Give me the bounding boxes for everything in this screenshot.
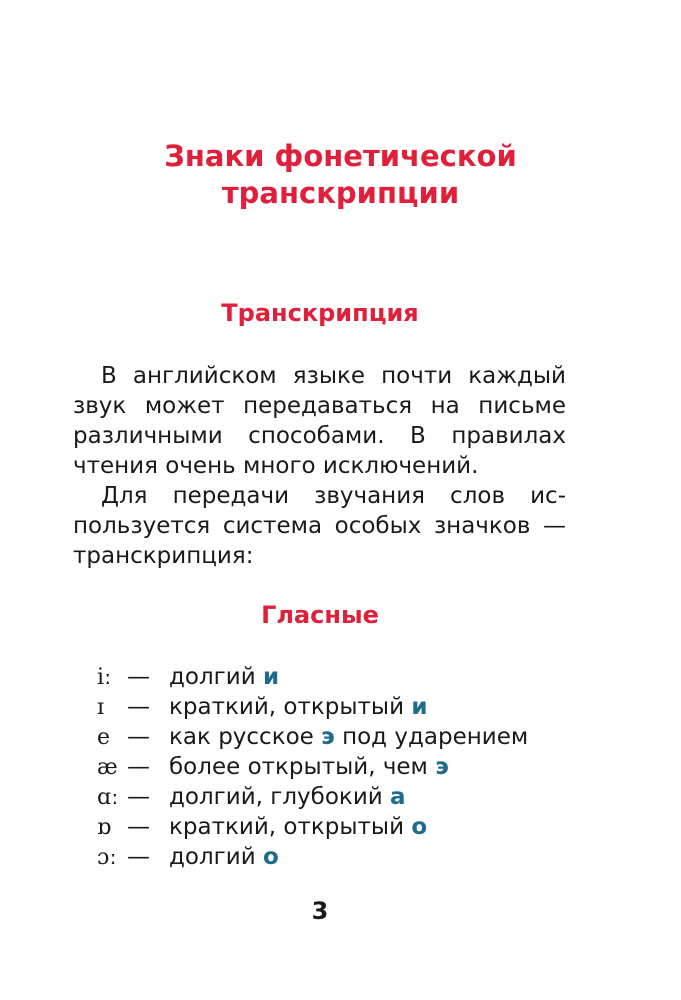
dash: — [127,844,150,870]
vowel-description: краткий, открытый [169,694,412,720]
page-title-line-2: транскрипции [221,176,460,210]
dash: — [127,784,150,810]
paragraph-2-line-2: пользуется система особых значков — [73,513,566,539]
phonetic-symbol: ɔː [97,845,117,870]
paragraph-2-line-3: транскрипция: [73,543,254,569]
vowel-row [97,782,406,813]
russian-letter: э [321,724,335,750]
page-number: 3 [311,897,329,925]
phonetic-symbol: ɑː [97,785,119,810]
page-title-line-1: Знаки фонетической [164,139,517,173]
dash: — [127,754,150,780]
vowel-row [97,812,427,843]
phonetic-symbol: ɪ [97,695,105,720]
vowel-row [97,842,279,873]
paragraph-1-line-1: В английском языке почти каждый [101,363,566,389]
vowel-row [97,692,427,723]
phonetic-symbol: iː [97,665,112,690]
phonetic-symbol: æ [97,755,118,780]
russian-letter: э [435,754,449,780]
vowel-description: долгий [169,844,263,870]
vowel-description: краткий, открытый [169,814,412,840]
russian-letter: о [411,814,428,840]
vowel-description-after: под ударением [334,724,529,750]
section-heading-transcription: Транскрипция [221,299,419,327]
paragraph-1-line-3: различными способами. В правилах [73,423,566,449]
dash: — [127,814,150,840]
russian-letter: о [262,844,279,870]
paragraph-1-line-2: звук может передаваться на письме [73,393,566,419]
russian-letter: и [411,694,428,720]
phonetic-symbol: ɒ [97,815,112,840]
phonetic-symbol: e [97,725,111,750]
paragraph-1-line-4: чтения очень много исключений. [73,453,479,479]
russian-letter: а [390,784,406,810]
vowel-description: долгий, глубокий [169,784,391,810]
vowel-row [97,722,528,753]
vowel-description: как русское [169,724,322,750]
vowel-description: долгий [169,664,263,690]
dash: — [127,664,150,690]
dash: — [127,724,150,750]
dash: — [127,694,150,720]
section-heading-vowels: Гласные [261,601,379,629]
russian-letter: и [262,664,280,690]
paragraph-2-line-1: Для передачи звучания слов ис- [101,483,566,509]
vowel-row [97,752,449,783]
vowel-description: более открытый, чем [169,754,436,780]
vowel-row [97,662,279,693]
